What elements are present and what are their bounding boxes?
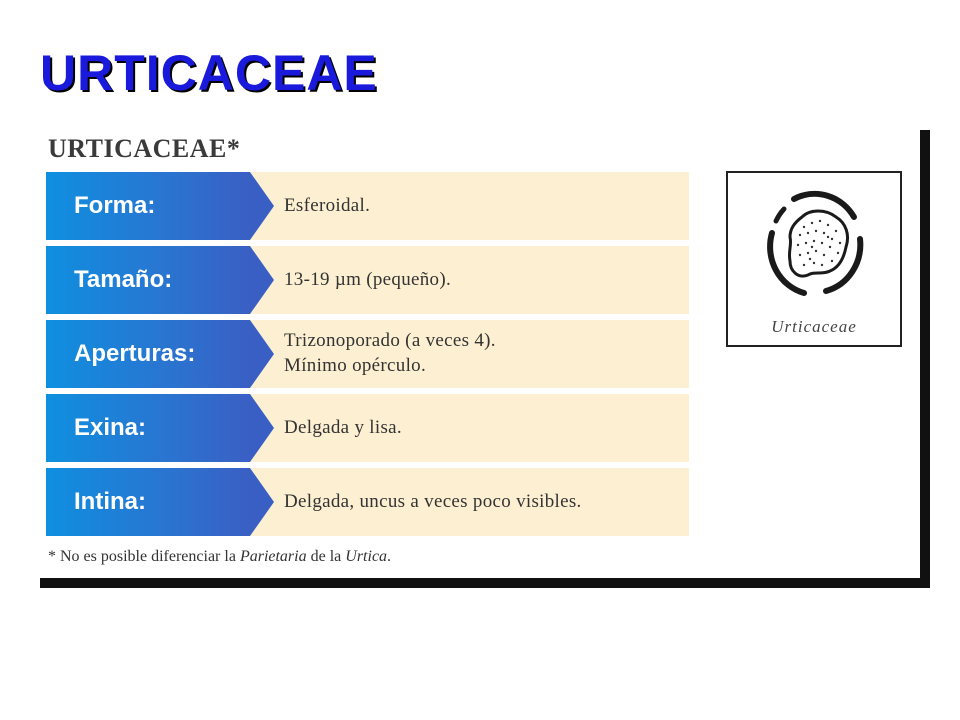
card-shadow-bottom <box>40 578 930 588</box>
attribute-row-intina <box>46 468 689 536</box>
attribute-label: Intina: <box>46 468 250 536</box>
attribute-row-forma <box>46 172 689 240</box>
footnote-suffix: . <box>387 548 392 565</box>
arrow-shape <box>250 468 274 536</box>
attribute-value-line: 13-19 µm (pequeño). <box>284 268 452 290</box>
attribute-label: Forma: <box>46 172 250 240</box>
attribute-row-aperturas <box>46 320 689 388</box>
footnote-genus-urtica: Urtica <box>345 548 388 565</box>
footnote-middle: de la <box>306 548 346 565</box>
arrow-shape <box>250 246 274 314</box>
attribute-value <box>284 320 679 388</box>
pollen-figure <box>726 171 902 347</box>
attribute-label: Exina: <box>46 394 250 462</box>
arrow-shape <box>250 320 274 388</box>
attribute-value-line: Esferoidal. <box>284 194 371 216</box>
arrow-shape <box>250 394 274 462</box>
attribute-table <box>46 172 689 542</box>
attribute-value-line: Trizonoporado (a veces 4). <box>284 330 496 352</box>
pollen-grain-icon <box>764 187 868 307</box>
attribute-value-line: Delgada y lisa. <box>284 416 402 438</box>
footnote <box>48 548 391 566</box>
footnote-prefix: * No es posible diferenciar la <box>48 548 240 565</box>
attribute-value-line: Delgada, uncus a veces poco visibles. <box>284 490 582 512</box>
slide-title: URTICACEAE <box>40 45 378 101</box>
attribute-value <box>284 246 679 314</box>
footnote-genus-parietaria: Parietaria <box>239 548 307 565</box>
attribute-value <box>284 394 679 462</box>
attribute-value-line: Mínimo opérculo. <box>284 355 427 376</box>
pollen-info-card <box>40 130 920 578</box>
attribute-value <box>284 172 679 240</box>
attribute-value <box>284 468 679 536</box>
arrow-shape <box>250 172 274 240</box>
attribute-row-exina <box>46 394 689 462</box>
attribute-row-tamano <box>46 246 689 314</box>
figure-caption: Urticaceae <box>771 317 857 336</box>
card-shadow-right <box>920 130 930 588</box>
attribute-label: Tamaño: <box>46 246 250 314</box>
attribute-label: Aperturas: <box>46 320 250 388</box>
card-heading: URTICACEAE* <box>48 134 241 163</box>
